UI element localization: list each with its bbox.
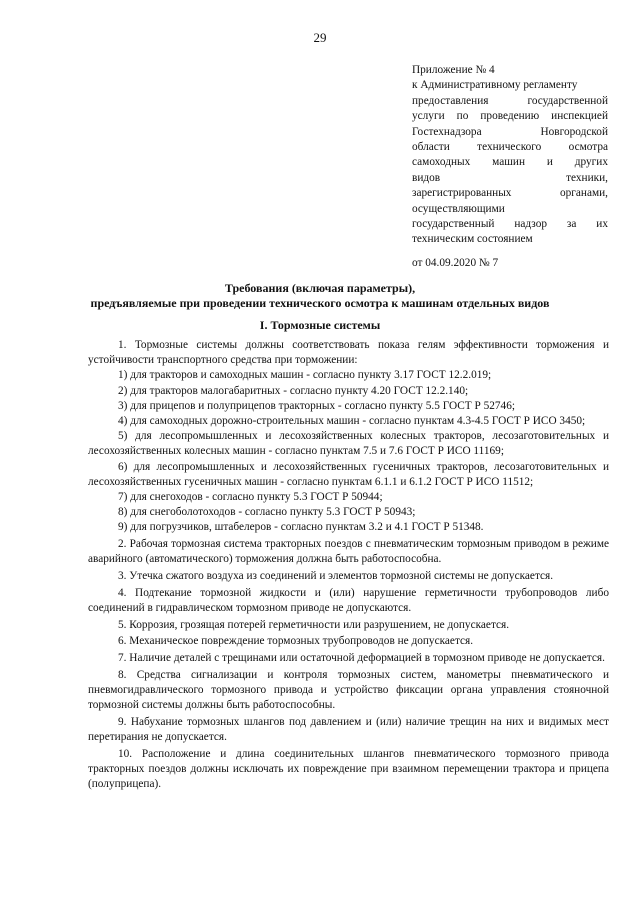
paragraph: 7. Наличие деталей с трещинами или остаточной деформацией в тормозном приводе не допускается. xyxy=(118,652,605,665)
paragraph: 6. Механическое повреждение тормозных трубопроводов не допускается. xyxy=(118,635,474,648)
paragraph: 2) для тракторов малогабаритных - согласно пункту 4.20 ГОСТ 12.2.140; xyxy=(118,384,469,397)
document-body xyxy=(88,338,609,792)
annex-line: осуществляющими xyxy=(412,202,505,215)
annex-line: области технического осмотра xyxy=(412,141,608,154)
paragraph: 1. Тормозные системы должны соответствовать показа гелям эффективности торможения и устойчивости транспортного средства при торможении: xyxy=(88,339,609,367)
annex-line: Приложение № 4 xyxy=(412,64,495,76)
annex-line: видов техники, xyxy=(412,171,608,184)
annex-line: зарегистрированных органами, xyxy=(412,187,608,200)
paragraph: 3) для прицепов и полуприцепов тракторных - согласно пункту 5.5 ГОСТ Р 52746; xyxy=(118,399,515,412)
paragraph: 5) для лесопромышленных и лесохозяйственных колесных тракторов, лесозаготовительных и лесохозяйственных колесных машин - согласно пунктам 7.5 и 7.6 ГОСТ Р ИСО 11169; xyxy=(88,430,609,458)
document-subtitle: предъявляемые при проведении технического осмотра к машинам отдельных видов xyxy=(90,296,550,310)
paragraph: 1) для тракторов и самоходных машин - согласно пункту 3.17 ГОСТ 12.2.019; xyxy=(118,369,492,382)
paragraph: 8. Средства сигнализации и контроля тормозных систем, манометры пневматического и пневмогидравлического тормозного привода и устройство фиксации органа управления стояночной тормозной системы должны быть работоспособны. xyxy=(88,668,609,712)
annex-line: государственный надзор за их xyxy=(412,218,608,231)
paragraph: 7) для снегоходов - согласно пункту 5.3 ГОСТ Р 50944; xyxy=(118,491,383,504)
paragraph: 3. Утечка сжатого воздуха из соединений и элементов тормозной системы не допускается. xyxy=(118,570,554,583)
paragraph: 2. Рабочая тормозная система тракторных поездов с пневматическим тормозным приводом в режиме аварийного (автоматического) торможения должна быть работоспособна. xyxy=(88,538,609,566)
section-heading: I. Тормозные системы xyxy=(259,318,381,332)
paragraph: 9) для погрузчиков, штабелеров - согласно пунктам 3.2 и 4.1 ГОСТ Р 51348. xyxy=(118,521,484,534)
paragraph: 4. Подтекание тормозной жидкости и (или) нарушение герметичности трубопроводов либо соединений в гидравлическом тормозном приводе не допускаются. xyxy=(88,586,609,614)
page-number: 29 xyxy=(313,30,327,45)
paragraph: 10. Расположение и длина соединительных шлангов пневматического тормозного привода тракторных поездов должны исключать их повреждение при взаимном перемещении трактора и прицепа (полуприцепа). xyxy=(88,747,609,791)
annex-line: услуги по проведению инспекцией xyxy=(412,110,608,123)
annex-line: Гостехнадзора Новгородской xyxy=(412,125,608,138)
annex-line: к Административному регламенту xyxy=(412,79,578,92)
paragraph: 8) для снегоболотоходов - согласно пункту 5.3 ГОСТ Р 50943; xyxy=(118,506,416,519)
annex-date: от 04.09.2020 № 7 xyxy=(412,256,499,269)
annex-block xyxy=(412,63,608,271)
paragraph: 5. Коррозия, грозящая потерей герметичности или разрушением, не допускается. xyxy=(118,618,510,631)
annex-line: самоходных машин и других xyxy=(412,156,608,169)
paragraph: 9. Набухание тормозных шлангов под давлением и (или) наличие трещин на них и видимых мест перетирания не допускается. xyxy=(88,715,609,744)
annex-line: техническим состоянием xyxy=(412,233,533,246)
paragraph: 6) для лесопромышленных и лесохозяйственных гусеничных тракторов, лесозаготовительных и лесохозяйственных гусеничных машин - согласно пунктам 6.1.1 и 6.1.2 ГОСТ Р ИСО 11512; xyxy=(88,460,609,488)
paragraph: 4) для самоходных дорожно-строительных машин - согласно пунктам 4.3-4.5 ГОСТ Р ИСО 3450; xyxy=(118,415,586,428)
annex-line: предоставления государственной xyxy=(412,94,608,107)
document-title: Требования (включая параметры), xyxy=(224,281,416,295)
